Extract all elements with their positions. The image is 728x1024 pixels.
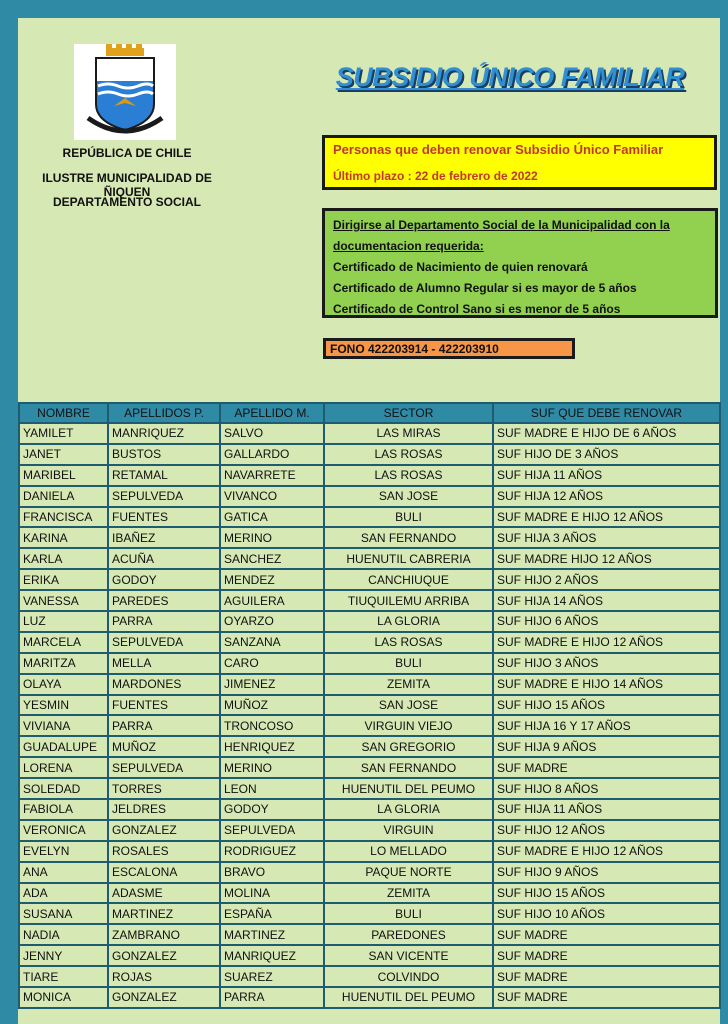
cell-sector: HUENUTIL CABRERIA: [324, 548, 493, 569]
cell-suf: SUF MADRE: [493, 945, 720, 966]
cell-suf: SUF HIJA 12 AÑOS: [493, 486, 720, 507]
requirement-item: Certificado de Control Sano si es menor de 5 años: [333, 302, 621, 316]
cell-apellido-paterno: ROSALES: [108, 841, 220, 862]
beneficiaries-table: [18, 402, 721, 1009]
cell-apellido-paterno: GONZALEZ: [108, 987, 220, 1008]
cell-sector: SAN FERNANDO: [324, 527, 493, 548]
cell-apellido-paterno: MARDONES: [108, 674, 220, 695]
cell-nombre: MARIBEL: [19, 465, 108, 486]
cell-sector: PAQUE NORTE: [324, 862, 493, 883]
cell-apellido-materno: SALVO: [220, 423, 324, 444]
table-row: [19, 757, 720, 778]
cell-apellido-materno: BRAVO: [220, 862, 324, 883]
cell-apellido-paterno: SEPULVEDA: [108, 632, 220, 653]
cell-nombre: JANET: [19, 444, 108, 465]
requirements-box: [322, 208, 718, 318]
cell-nombre: SUSANA: [19, 903, 108, 924]
cell-nombre: EVELYN: [19, 841, 108, 862]
cell-apellido-paterno: MANRIQUEZ: [108, 423, 220, 444]
cell-sector: LAS ROSAS: [324, 465, 493, 486]
cell-sector: ZEMITA: [324, 674, 493, 695]
cell-suf: SUF HIJO 8 AÑOS: [493, 778, 720, 799]
cell-apellido-materno: HENRIQUEZ: [220, 736, 324, 757]
table-row: [19, 653, 720, 674]
notice-deadline: Último plazo : 22 de febrero de 2022: [333, 169, 538, 183]
cell-nombre: JENNY: [19, 945, 108, 966]
cell-nombre: ANA: [19, 862, 108, 883]
cell-suf: SUF MADRE: [493, 966, 720, 987]
cell-apellido-materno: MUÑOZ: [220, 695, 324, 716]
table-row: [19, 945, 720, 966]
cell-apellido-materno: SANZANA: [220, 632, 324, 653]
cell-apellido-paterno: FUENTES: [108, 695, 220, 716]
cell-apellido-materno: PARRA: [220, 987, 324, 1008]
cell-apellido-paterno: ROJAS: [108, 966, 220, 987]
cell-nombre: GUADALUPE: [19, 736, 108, 757]
cell-apellido-paterno: ESCALONA: [108, 862, 220, 883]
cell-apellido-paterno: PARRA: [108, 611, 220, 632]
cell-nombre: MONICA: [19, 987, 108, 1008]
cell-apellido-materno: MENDEZ: [220, 569, 324, 590]
cell-sector: BULI: [324, 653, 493, 674]
cell-sector: SAN GREGORIO: [324, 736, 493, 757]
cell-apellido-paterno: GONZALEZ: [108, 820, 220, 841]
table-row: [19, 736, 720, 757]
cell-nombre: SOLEDAD: [19, 778, 108, 799]
cell-apellido-paterno: BUSTOS: [108, 444, 220, 465]
cell-nombre: LUZ: [19, 611, 108, 632]
cell-suf: SUF HIJA 16 Y 17 AÑOS: [493, 715, 720, 736]
cell-suf: SUF MADRE: [493, 987, 720, 1008]
table-body: [19, 423, 720, 1008]
cell-sector: BULI: [324, 507, 493, 528]
cell-nombre: YESMIN: [19, 695, 108, 716]
cell-apellido-paterno: PAREDES: [108, 590, 220, 611]
cell-apellido-materno: ESPAÑA: [220, 903, 324, 924]
cell-nombre: KARINA: [19, 527, 108, 548]
cell-nombre: VANESSA: [19, 590, 108, 611]
phone-contact: FONO 422203914 - 422203910: [323, 338, 575, 359]
cell-suf: SUF HIJA 14 AÑOS: [493, 590, 720, 611]
municipality-label: ILUSTRE MUNICIPALIDAD DE ÑIQUEN: [42, 171, 212, 199]
cell-suf: SUF MADRE: [493, 924, 720, 945]
cell-sector: PAREDONES: [324, 924, 493, 945]
cell-sector: LAS ROSAS: [324, 444, 493, 465]
cell-nombre: KARLA: [19, 548, 108, 569]
cell-apellido-materno: SEPULVEDA: [220, 820, 324, 841]
cell-apellido-paterno: IBAÑEZ: [108, 527, 220, 548]
cell-sector: SAN VICENTE: [324, 945, 493, 966]
cell-apellido-materno: VIVANCO: [220, 486, 324, 507]
table-row: [19, 883, 720, 904]
cell-suf: SUF MADRE HIJO 12 AÑOS: [493, 548, 720, 569]
table-row: [19, 903, 720, 924]
cell-apellido-materno: GALLARDO: [220, 444, 324, 465]
cell-nombre: ADA: [19, 883, 108, 904]
table-row: [19, 486, 720, 507]
notice-headline: Personas que deben renovar Subsidio Único Familiar: [333, 142, 664, 157]
cell-suf: SUF HIJO DE 3 AÑOS: [493, 444, 720, 465]
cell-suf: SUF HIJO 15 AÑOS: [493, 695, 720, 716]
cell-nombre: VIVIANA: [19, 715, 108, 736]
requirements-intro: Dirigirse al Departamento Social de la Municipalidad con la documentacion requerida:: [333, 218, 670, 253]
table-row: [19, 862, 720, 883]
cell-sector: CANCHIUQUE: [324, 569, 493, 590]
cell-apellido-materno: GODOY: [220, 799, 324, 820]
renewal-notice: [322, 135, 717, 190]
cell-apellido-paterno: GONZALEZ: [108, 945, 220, 966]
cell-suf: SUF HIJA 11 AÑOS: [493, 799, 720, 820]
table-row: [19, 548, 720, 569]
cell-apellido-paterno: SEPULVEDA: [108, 757, 220, 778]
cell-suf: SUF HIJA 11 AÑOS: [493, 465, 720, 486]
cell-apellido-paterno: MUÑOZ: [108, 736, 220, 757]
table-row: [19, 820, 720, 841]
cell-suf: SUF HIJO 10 AÑOS: [493, 903, 720, 924]
column-header-apellido-materno: APELLIDO M.: [220, 403, 324, 423]
cell-apellido-materno: MARTINEZ: [220, 924, 324, 945]
cell-apellido-materno: MERINO: [220, 757, 324, 778]
cell-sector: SAN FERNANDO: [324, 757, 493, 778]
cell-suf: SUF HIJO 15 AÑOS: [493, 883, 720, 904]
cell-sector: HUENUTIL DEL PEUMO: [324, 778, 493, 799]
cell-sector: ZEMITA: [324, 883, 493, 904]
table-row: [19, 966, 720, 987]
cell-apellido-paterno: ACUÑA: [108, 548, 220, 569]
table-row: [19, 924, 720, 945]
cell-nombre: ERIKA: [19, 569, 108, 590]
cell-sector: LO MELLADO: [324, 841, 493, 862]
requirement-item: Certificado de Alumno Regular si es mayor de 5 años: [333, 281, 637, 295]
cell-apellido-materno: MERINO: [220, 527, 324, 548]
cell-apellido-paterno: ADASME: [108, 883, 220, 904]
table-header-row: [19, 403, 720, 423]
cell-sector: LA GLORIA: [324, 611, 493, 632]
cell-apellido-paterno: GODOY: [108, 569, 220, 590]
table-row: [19, 423, 720, 444]
cell-apellido-materno: RODRIGUEZ: [220, 841, 324, 862]
cell-apellido-materno: SANCHEZ: [220, 548, 324, 569]
table-row: [19, 507, 720, 528]
cell-apellido-paterno: MELLA: [108, 653, 220, 674]
cell-sector: VIRGUIN: [324, 820, 493, 841]
table-row: [19, 611, 720, 632]
table-row: [19, 569, 720, 590]
cell-apellido-paterno: SEPULVEDA: [108, 486, 220, 507]
cell-suf: SUF HIJA 9 AÑOS: [493, 736, 720, 757]
cell-nombre: FRANCISCA: [19, 507, 108, 528]
cell-suf: SUF HIJO 9 AÑOS: [493, 862, 720, 883]
cell-suf: SUF HIJO 12 AÑOS: [493, 820, 720, 841]
cell-apellido-materno: CARO: [220, 653, 324, 674]
cell-apellido-paterno: FUENTES: [108, 507, 220, 528]
cell-apellido-paterno: MARTINEZ: [108, 903, 220, 924]
cell-sector: SAN JOSE: [324, 486, 493, 507]
cell-suf: SUF MADRE: [493, 757, 720, 778]
cell-suf: SUF HIJA 3 AÑOS: [493, 527, 720, 548]
cell-nombre: MARITZA: [19, 653, 108, 674]
table-row: [19, 841, 720, 862]
cell-apellido-materno: MOLINA: [220, 883, 324, 904]
cell-sector: LAS MIRAS: [324, 423, 493, 444]
cell-apellido-materno: TRONCOSO: [220, 715, 324, 736]
cell-sector: TIUQUILEMU ARRIBA: [324, 590, 493, 611]
column-header-sector: SECTOR: [324, 403, 493, 423]
cell-suf: SUF MADRE E HIJO 12 AÑOS: [493, 841, 720, 862]
cell-apellido-paterno: ZAMBRANO: [108, 924, 220, 945]
cell-sector: BULI: [324, 903, 493, 924]
cell-apellido-paterno: RETAMAL: [108, 465, 220, 486]
column-header-suf: SUF QUE DEBE RENOVAR: [493, 403, 720, 423]
document-sheet: [18, 18, 720, 1024]
table-row: [19, 465, 720, 486]
cell-nombre: TIARE: [19, 966, 108, 987]
table-row: [19, 799, 720, 820]
cell-nombre: LORENA: [19, 757, 108, 778]
cell-sector: COLVINDO: [324, 966, 493, 987]
table-row: [19, 674, 720, 695]
table-row: [19, 715, 720, 736]
cell-suf: SUF HIJO 3 AÑOS: [493, 653, 720, 674]
table-row: [19, 987, 720, 1008]
cell-apellido-materno: JIMENEZ: [220, 674, 324, 695]
cell-sector: LA GLORIA: [324, 799, 493, 820]
cell-apellido-materno: OYARZO: [220, 611, 324, 632]
column-header-apellido-paterno: APELLIDOS P.: [108, 403, 220, 423]
cell-apellido-paterno: TORRES: [108, 778, 220, 799]
cell-apellido-materno: LEON: [220, 778, 324, 799]
cell-nombre: OLAYA: [19, 674, 108, 695]
table-row: [19, 444, 720, 465]
cell-apellido-paterno: JELDRES: [108, 799, 220, 820]
cell-apellido-materno: GATICA: [220, 507, 324, 528]
cell-nombre: DANIELA: [19, 486, 108, 507]
column-header-nombre: NOMBRE: [19, 403, 108, 423]
cell-sector: SAN JOSE: [324, 695, 493, 716]
requirement-item: Certificado de Nacimiento de quien renovará: [333, 260, 588, 274]
table-row: [19, 632, 720, 653]
cell-suf: SUF HIJO 6 AÑOS: [493, 611, 720, 632]
table-row: [19, 527, 720, 548]
page-title: SUBSIDIO ÚNICO FAMILIAR: [335, 62, 685, 92]
cell-suf: SUF MADRE E HIJO 12 AÑOS: [493, 632, 720, 653]
cell-suf: SUF MADRE E HIJO DE 6 AÑOS: [493, 423, 720, 444]
cell-sector: LAS ROSAS: [324, 632, 493, 653]
cell-nombre: YAMILET: [19, 423, 108, 444]
country-label: REPÚBLICA DE CHILE: [62, 146, 192, 160]
table-row: [19, 778, 720, 799]
cell-sector: VIRGUIN VIEJO: [324, 715, 493, 736]
table-row: [19, 695, 720, 716]
cell-apellido-materno: NAVARRETE: [220, 465, 324, 486]
cell-suf: SUF MADRE E HIJO 14 AÑOS: [493, 674, 720, 695]
cell-apellido-materno: AGUILERA: [220, 590, 324, 611]
cell-suf: SUF HIJO 2 AÑOS: [493, 569, 720, 590]
cell-apellido-materno: SUAREZ: [220, 966, 324, 987]
cell-sector: HUENUTIL DEL PEUMO: [324, 987, 493, 1008]
cell-apellido-materno: MANRIQUEZ: [220, 945, 324, 966]
cell-nombre: FABIOLA: [19, 799, 108, 820]
department-label: DEPARTAMENTO SOCIAL: [52, 195, 201, 209]
cell-nombre: MARCELA: [19, 632, 108, 653]
municipal-crest-logo: [74, 44, 176, 140]
cell-apellido-paterno: PARRA: [108, 715, 220, 736]
table-row: [19, 590, 720, 611]
cell-nombre: NADIA: [19, 924, 108, 945]
cell-nombre: VERONICA: [19, 820, 108, 841]
cell-suf: SUF MADRE E HIJO 12 AÑOS: [493, 507, 720, 528]
